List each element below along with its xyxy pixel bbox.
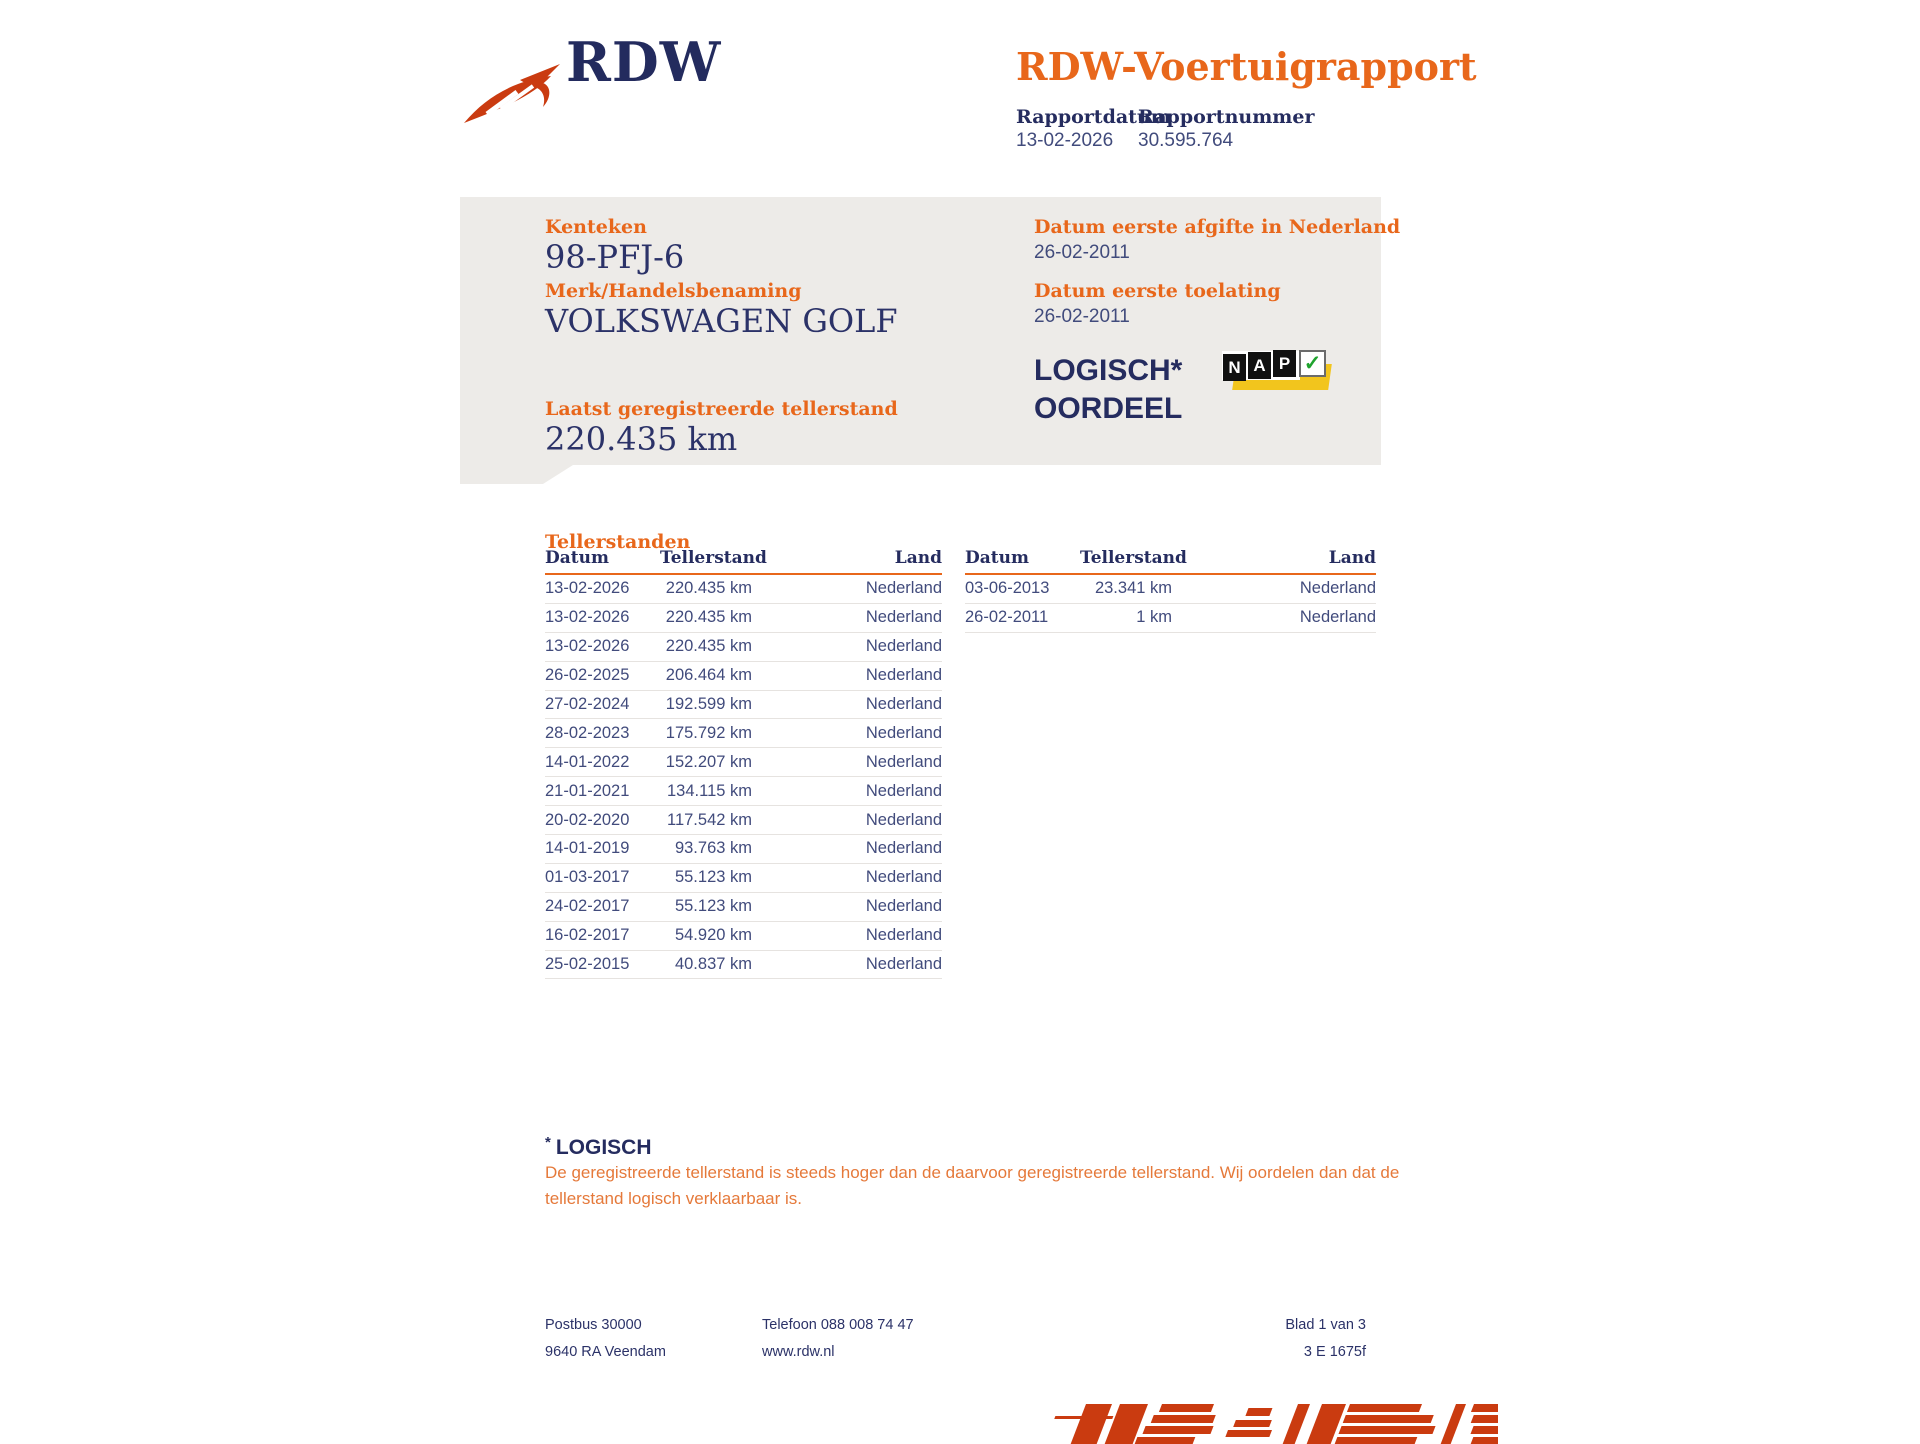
table-row [545,777,942,806]
report-number-label: Rapportnummer [1138,106,1315,128]
row-date: 21-01-2021 [545,781,630,800]
tables-section-title: Tellerstanden [545,531,691,553]
table-row [965,575,1376,604]
row-odometer: 93.763 km [674,839,752,858]
nap-letter-tile: A [1248,352,1271,379]
table-row [545,691,942,720]
table-row [545,951,942,980]
column-header-odometer: Tellerstand [1080,548,1187,568]
row-country: Nederland [865,897,942,916]
footnote-line: tellerstand logisch verklaarbaar is. [545,1188,803,1208]
row-odometer: 40.837 km [674,955,752,974]
license-plate-label: Kenteken [545,216,647,238]
nap-letter-tile: N [1223,354,1246,381]
row-country: Nederland [865,579,942,598]
table-row [545,806,942,835]
first-admission-value: 26-02-2011 [1034,306,1130,327]
license-plate-value: 98-PFJ-6 [545,238,685,276]
table-row [545,864,942,893]
table-row [545,922,942,951]
row-odometer: 206.464 km [665,666,752,685]
row-odometer: 192.599 km [665,695,752,713]
footnote-title-text: LOGISCH [555,1136,652,1159]
column-header-odometer: Tellerstand [660,548,767,568]
row-date: 25-02-2015 [545,955,630,974]
table-row [545,719,942,748]
row-odometer: 23.341 km [1094,579,1172,598]
row-country: Nederland [865,666,942,685]
row-country: Nederland [865,723,942,742]
row-odometer: 55.123 km [674,897,752,916]
row-country: Nederland [865,810,942,829]
row-country: Nederland [865,637,942,656]
row-odometer: 175.792 km [665,723,752,742]
first-issue-value: 26-02-2011 [1034,242,1130,263]
table-row [545,633,942,662]
verdict-text [1034,352,1182,428]
row-country: Nederland [865,752,942,771]
last-odometer-value: 220.435 km [545,420,738,458]
last-odometer-label: Laatst geregistreerde tellerstand [545,398,898,420]
row-odometer: 117.542 km [667,810,752,829]
footer-doc-code: 3 E 1675f [1303,1344,1366,1360]
row-date: 13-02-2026 [545,608,630,627]
row-date: 26-02-2025 [545,666,630,685]
row-country: Nederland [865,955,942,974]
footnote-title [545,1134,652,1160]
footnote-line: De geregistreerde tellerstand is steeds hoger dan de daarvoor geregistreerde tellerstand. Wij oordelen dan dat de [545,1163,1400,1182]
nap-check-icon: ✓ [1299,350,1326,377]
footnote-asterisk: * [545,1134,551,1151]
row-odometer: 152.207 km [665,752,752,771]
row-odometer: 134.115 km [667,781,752,800]
row-odometer: 220.435 km [665,637,752,656]
row-odometer: 55.123 km [674,868,752,887]
row-country: Nederland [1299,608,1376,627]
row-odometer: 220.435 km [665,579,752,598]
row-date: 01-03-2017 [545,868,630,887]
row-country: Nederland [865,781,942,800]
row-date: 27-02-2024 [545,695,630,713]
footer-address-line2: 9640 RA Veendam [545,1344,666,1360]
row-country: Nederland [865,608,942,627]
footer-page-indicator: Blad 1 van 3 [1285,1317,1366,1333]
first-admission-label: Datum eerste toelating [1034,280,1281,302]
table-row [545,662,942,691]
nap-logo [1222,350,1334,394]
row-date: 16-02-2017 [545,926,630,945]
first-issue-label: Datum eerste afgifte in Nederland [1034,216,1401,238]
row-date: 14-01-2019 [545,839,630,858]
column-header-date: Datum [545,548,609,568]
row-date: 13-02-2026 [545,579,630,598]
row-date: 28-02-2023 [545,723,630,742]
make-value: VOLKSWAGEN GOLF [545,302,898,340]
row-date: 13-02-2026 [545,637,630,656]
rdw-wordmark: RDW [566,30,722,94]
row-country: Nederland [1299,579,1376,598]
row-date: 26-02-2011 [965,608,1049,627]
nap-letter-tile: P [1273,350,1296,377]
footer-address-line1: Postbus 30000 [545,1317,642,1333]
make-label: Merk/Handelsbenaming [545,280,802,302]
row-odometer: 220.435 km [665,608,752,627]
table-row [965,604,1376,633]
column-header-date: Datum [965,548,1029,568]
odometer-table-right [965,548,1376,633]
report-date-value: 13-02-2026 [1016,130,1114,151]
table-row [545,893,942,922]
column-header-country: Land [1328,548,1376,568]
row-date: 03-06-2013 [965,579,1050,598]
row-date: 24-02-2017 [545,897,630,916]
row-country: Nederland [865,868,942,887]
verdict-line-2: OORDEEL [1034,392,1183,425]
report-number-value: 30.595.764 [1138,130,1234,151]
report-date-label: Rapportdatum [1016,106,1171,128]
row-country: Nederland [865,839,942,858]
column-header-country: Land [894,548,942,568]
table-row [545,748,942,777]
table-row [545,835,942,864]
report-title: RDW-Voertuigrapport [1016,44,1477,89]
footer-website: www.rdw.nl [762,1344,835,1360]
table-header [965,548,1376,575]
table-row [545,604,942,633]
row-date: 20-02-2020 [545,810,630,829]
footnote-text [545,1160,1405,1211]
row-date: 14-01-2022 [545,752,630,771]
row-country: Nederland [865,695,942,713]
table-row [545,575,942,604]
row-odometer: 54.920 km [674,926,752,945]
row-country: Nederland [865,926,942,945]
table-header [545,548,942,575]
verdict-line-1: LOGISCH* [1034,354,1183,387]
footer-phone: Telefoon 088 008 74 47 [762,1317,914,1333]
row-odometer: 1 km [1136,608,1172,627]
decorative-stripes-icon [1038,1404,1498,1444]
rdw-flame-icon [463,42,563,134]
odometer-table-left [545,548,942,979]
